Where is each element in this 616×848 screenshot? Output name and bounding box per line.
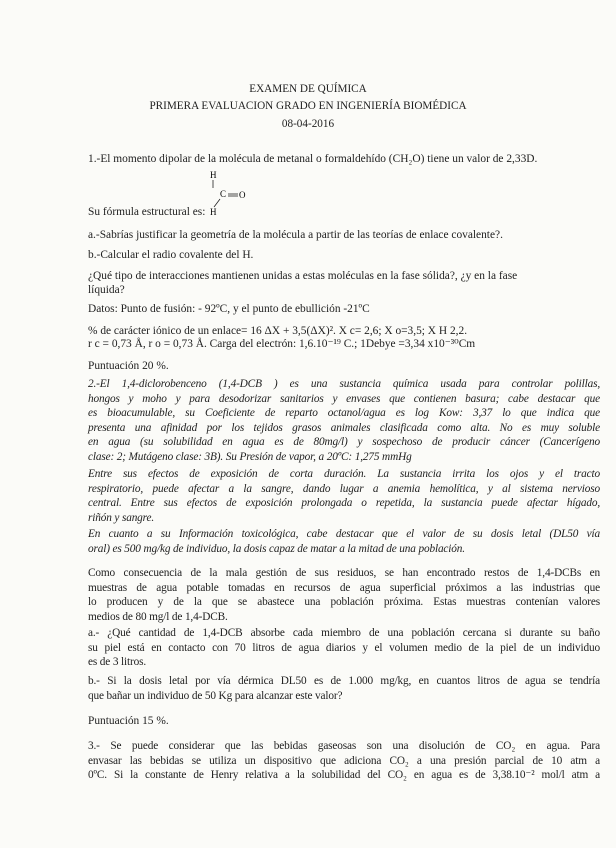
- q2-context-line: medios de 80 mg/l de 1,4-DCB.: [88, 610, 228, 623]
- structure-bond-bottom: [214, 199, 220, 207]
- q2-tox-line: oral) es 500 mg/kg de individuo, la dosis capaz de matar a la mitad de una población.: [88, 542, 465, 555]
- q2-effects-line: respiratorio, puede afectar a la sangre, dando lugar a anemia hemolítica, y al sistema nervioso: [88, 482, 600, 495]
- q1-intro: 1.-El momento dipolar de la molécula de metanal o formaldehído (CH₂O) tiene un valor de 2,33D.: [88, 153, 538, 165]
- exam-date: 08-04-2016: [281, 118, 335, 130]
- q2-line: hongos y moho y para desodorizar sanitarios y envases que contienen basura; cabe destacar que: [88, 392, 600, 405]
- q1-data-line: Datos: Punto de fusión: - 92ºC, y el punto de ebullición -21ºC: [88, 303, 370, 315]
- q2-line: presenta una afinidad por los tejidos grasos animales clasificada como alta. No es muy soluble: [88, 421, 600, 434]
- exam-title: EXAMEN DE QUÍMICA: [249, 83, 367, 95]
- q1-ionic-line1: % de carácter iónico de un enlace= 16 ΔX + 3,5(ΔX)². X c= 2,6; X o=3,5; X H 2,2.: [88, 325, 468, 337]
- q1-question-line2: líquida?: [88, 284, 125, 296]
- q3-line: envasar las bebidas se utiliza un dispositivo que adiciona CO₂ a una presión parcial de 10 atm a: [88, 754, 600, 767]
- q2-part-a-line: su piel está en contacto con 70 litros de agua diarios y el volumen medio de la piel de un individuo: [88, 641, 600, 654]
- q1-part-a: a.-Sabrías justificar la geometría de la molécula a partir de las teorías de enlace covalente?.: [88, 229, 503, 241]
- q3-line: 3.- Se puede considerar que las bebidas gaseosas son una disolución de CO₂ en agua. Para: [88, 740, 600, 752]
- q2-part-b-line: b.- Si la dosis letal por vía dérmica DL50 es de 1.000 mg/kg, en cuantos litros de agua se tendría: [88, 675, 600, 687]
- q2-context-line: muestras de agua potable tomadas en recursos de agua superficial próximos a las industrias que: [88, 581, 600, 594]
- q2-effects-line: Entre sus efectos de exposición de corta duración. La sustancia irrita los ojos y el tracto: [88, 468, 600, 480]
- q2-line: clase: 2; Mutágeno clase: 3B). Su Presión de vapor, a 20ºC: 1,275 mmHg: [88, 450, 412, 463]
- q3-statement: [88, 739, 600, 783]
- q2-part-a: [88, 626, 600, 670]
- q2-context: [88, 566, 600, 624]
- q2-line: 2.-El 1,4-diclorobenceno (1,4-DCB ) es una sustancia química usada para controlar polillas,: [88, 378, 600, 390]
- q3-line: 0ºC. Si la constante de Henry relativa a la solubilidad del CO₂ en agua es de 3,38.10⁻² mol/l atm a: [88, 769, 600, 782]
- q2-statement: [88, 377, 600, 465]
- structure-carbon: C: [220, 189, 227, 199]
- q2-line: es bioacumulable, su Coeficiente de reparto octanol/agua es log Kow: 3,37 lo que indica que: [88, 407, 600, 420]
- q2-part-b-line: que bañar un individuo de 50 Kg para alcanzar este valor?: [88, 689, 343, 702]
- q2-tox-line: En cuanto a su Información toxicológica, cabe destacar que el valor de su dosis letal (DL50 vía: [88, 528, 600, 540]
- q2-context-line: Como consecuencia de la mala gestión de sus residuos, se han encontrado restos de 1,4-DCBs en: [88, 567, 600, 579]
- q2-line: en agua (su solubilidad en agua es de 80mg/l) y sospechoso de producir cáncer (Cancerígeno: [88, 436, 600, 449]
- q1-ionic-line2: r c = 0,73 Å, r o = 0,73 Å. Carga del electrón: 1,6.10⁻¹⁹ C.; 1Debye =3,34 x10⁻³⁰Cm: [88, 338, 476, 350]
- q2-part-a-line: a.- ¿Qué cantidad de 1,4-DCB absorbe cada miembro de una población cercana si durante su baño: [88, 627, 600, 639]
- q2-toxicology: [88, 527, 600, 556]
- q2-score: Puntuación 15 %.: [88, 715, 169, 727]
- q2-context-line: lo producen y de la que se abastece una población próxima. Estas muestras contenían valores: [88, 596, 600, 609]
- q2-effects: [88, 467, 600, 525]
- structure-oxygen: O: [239, 190, 246, 200]
- q1-part-b: b.-Calcular el radio covalente del H.: [88, 249, 254, 261]
- q1-score: Puntuación 20 %.: [88, 360, 169, 372]
- structure-h-top: H: [210, 170, 217, 180]
- q2-effects-line: riñón y sangre.: [88, 511, 155, 524]
- q2-part-a-line: es de 3 litros.: [88, 656, 146, 669]
- q2-part-b: [88, 674, 600, 703]
- formaldehyde-structure-diagram: [208, 170, 258, 220]
- structure-h-bottom: H: [210, 207, 217, 217]
- q1-question-line1: ¿Qué tipo de interacciones mantienen unidas a estas moléculas en la fase sólida?, ¿y en la fase: [88, 270, 518, 282]
- q1-formula-label: Su fórmula estructural es:: [88, 206, 206, 218]
- q2-effects-line: central. Entre sus efectos de exposición prolongada o repetida, la sustancia puede afectar hígado,: [88, 497, 600, 510]
- exam-subtitle: PRIMERA EVALUACION GRADO EN INGENIERÍA BIOMÉDICA: [149, 100, 467, 112]
